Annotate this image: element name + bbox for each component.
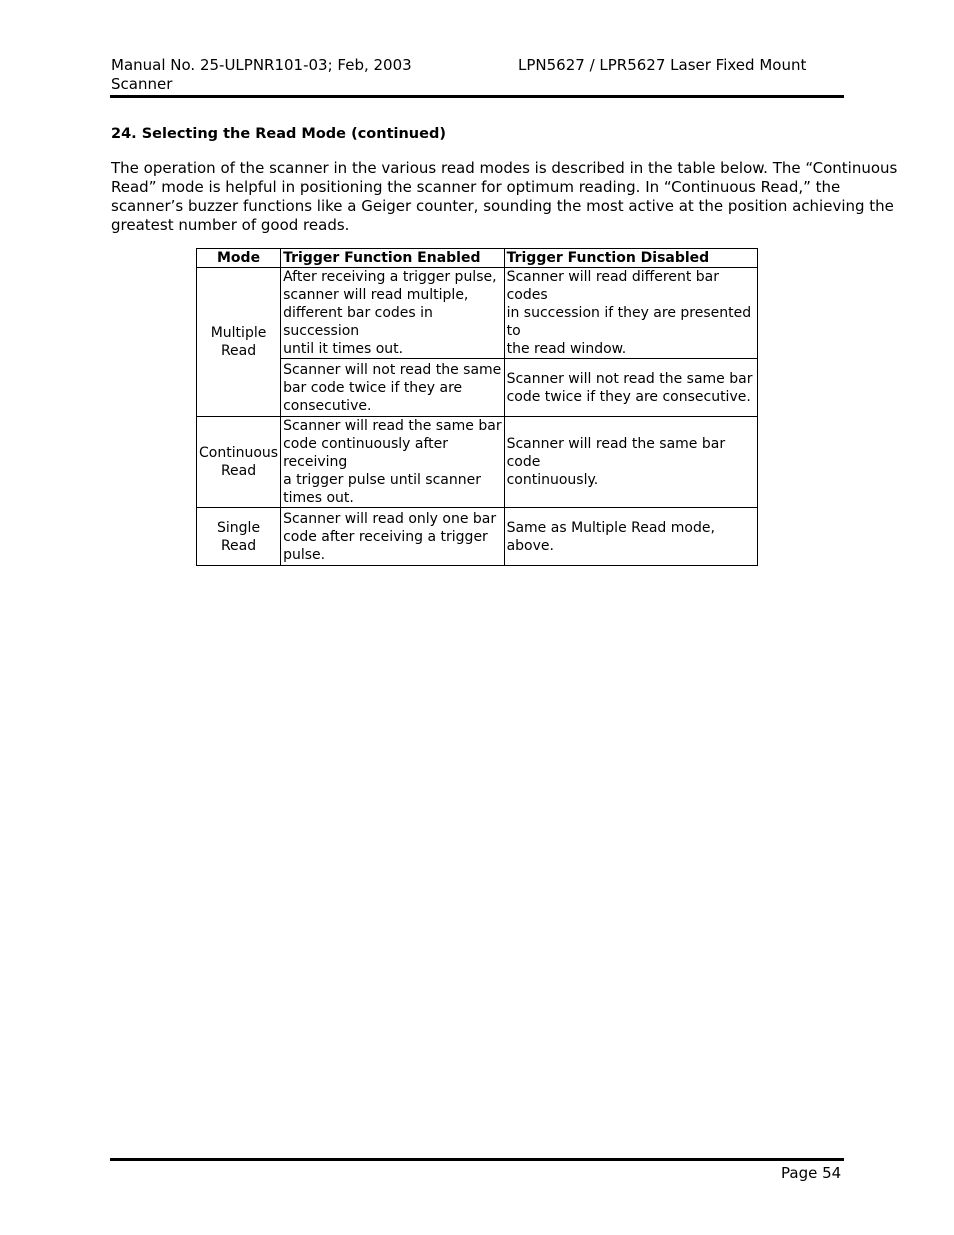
footer-divider — [110, 1158, 844, 1161]
cell-line: Scanner will read only one bar — [283, 510, 497, 527]
mode-label-line: Multiple — [210, 325, 267, 341]
cell-line: the read window. — [506, 341, 627, 357]
header-manual-info — [111, 56, 412, 94]
cell-line: code continuously after receiving — [283, 436, 449, 470]
cell-line: different bar codes in succession — [283, 305, 433, 339]
table-row — [197, 417, 758, 508]
enabled-cell — [281, 417, 505, 508]
cell-line: bar code twice if they are — [283, 379, 463, 396]
column-header-enabled: Trigger Function Enabled — [281, 249, 505, 268]
intro-paragraph — [111, 159, 898, 235]
disabled-cell — [504, 508, 757, 566]
cell-line: until it times out. — [283, 341, 404, 357]
cell-line: code twice if they are consecutive. — [506, 388, 751, 405]
cell-line: in succession if they are presented to — [506, 305, 752, 339]
table-header-row — [197, 249, 758, 268]
cell-line: Scanner will read the same bar code — [506, 436, 726, 470]
column-header-mode: Mode — [197, 249, 281, 268]
page-number: Page 54 — [781, 1164, 842, 1182]
mode-cell-multiple-read — [197, 268, 281, 417]
mode-cell-single-read — [197, 508, 281, 566]
header-manual-number: Manual No. 25-ULPNR101-03; Feb, 2003 — [111, 56, 412, 74]
cell-line: continuously. — [506, 472, 599, 488]
disabled-cell — [504, 268, 757, 359]
cell-line: Scanner will not read the same bar — [506, 370, 753, 387]
mode-label-line: Read — [220, 343, 257, 359]
mode-label-line: Read — [220, 537, 257, 554]
cell-line: pulse. — [283, 546, 326, 563]
enabled-cell — [281, 508, 505, 566]
disabled-cell — [504, 359, 757, 417]
header-manual-subtitle: Scanner — [111, 75, 173, 93]
header-divider — [110, 95, 844, 98]
cell-line: consecutive. — [283, 397, 372, 414]
mode-label-line: Single — [217, 519, 261, 536]
cell-line: Scanner will not read the same — [283, 361, 502, 378]
cell-line: a trigger pulse until scanner — [283, 472, 481, 488]
read-mode-table — [196, 248, 758, 566]
mode-cell-continuous-read — [197, 417, 281, 508]
column-header-disabled: Trigger Function Disabled — [504, 249, 757, 268]
section-title: 24. Selecting the Read Mode (continued) — [111, 126, 446, 142]
cell-line: times out. — [283, 490, 354, 506]
cell-line: Scanner will read the same bar — [283, 418, 502, 434]
enabled-cell — [281, 359, 505, 417]
mode-label-line: Continuous — [199, 445, 279, 461]
table-row — [197, 508, 758, 566]
cell-line: After receiving a trigger pulse, — [283, 269, 497, 285]
table-row — [197, 268, 758, 359]
table-row — [197, 359, 758, 417]
header-product-title: LPN5627 / LPR5627 Laser Fixed Mount — [518, 56, 807, 74]
paragraph-line: The operation of the scanner in the various read modes is described in the table below. The “Continuous — [111, 159, 898, 177]
cell-line: scanner will read multiple, — [283, 287, 469, 303]
mode-label-line: Read — [220, 463, 257, 479]
enabled-cell — [281, 268, 505, 359]
disabled-cell — [504, 417, 757, 508]
paragraph-line: greatest number of good reads. — [111, 216, 350, 234]
cell-line: Scanner will read different bar codes — [506, 269, 719, 303]
cell-line: code after receiving a trigger — [283, 528, 488, 545]
paragraph-line: Read” mode is helpful in positioning the scanner for optimum reading. In “Continuous Read,” the — [111, 178, 841, 196]
paragraph-line: scanner’s buzzer functions like a Geiger counter, sounding the most active at the position achieving the — [111, 197, 894, 215]
cell-line: Same as Multiple Read mode, above. — [506, 519, 715, 554]
